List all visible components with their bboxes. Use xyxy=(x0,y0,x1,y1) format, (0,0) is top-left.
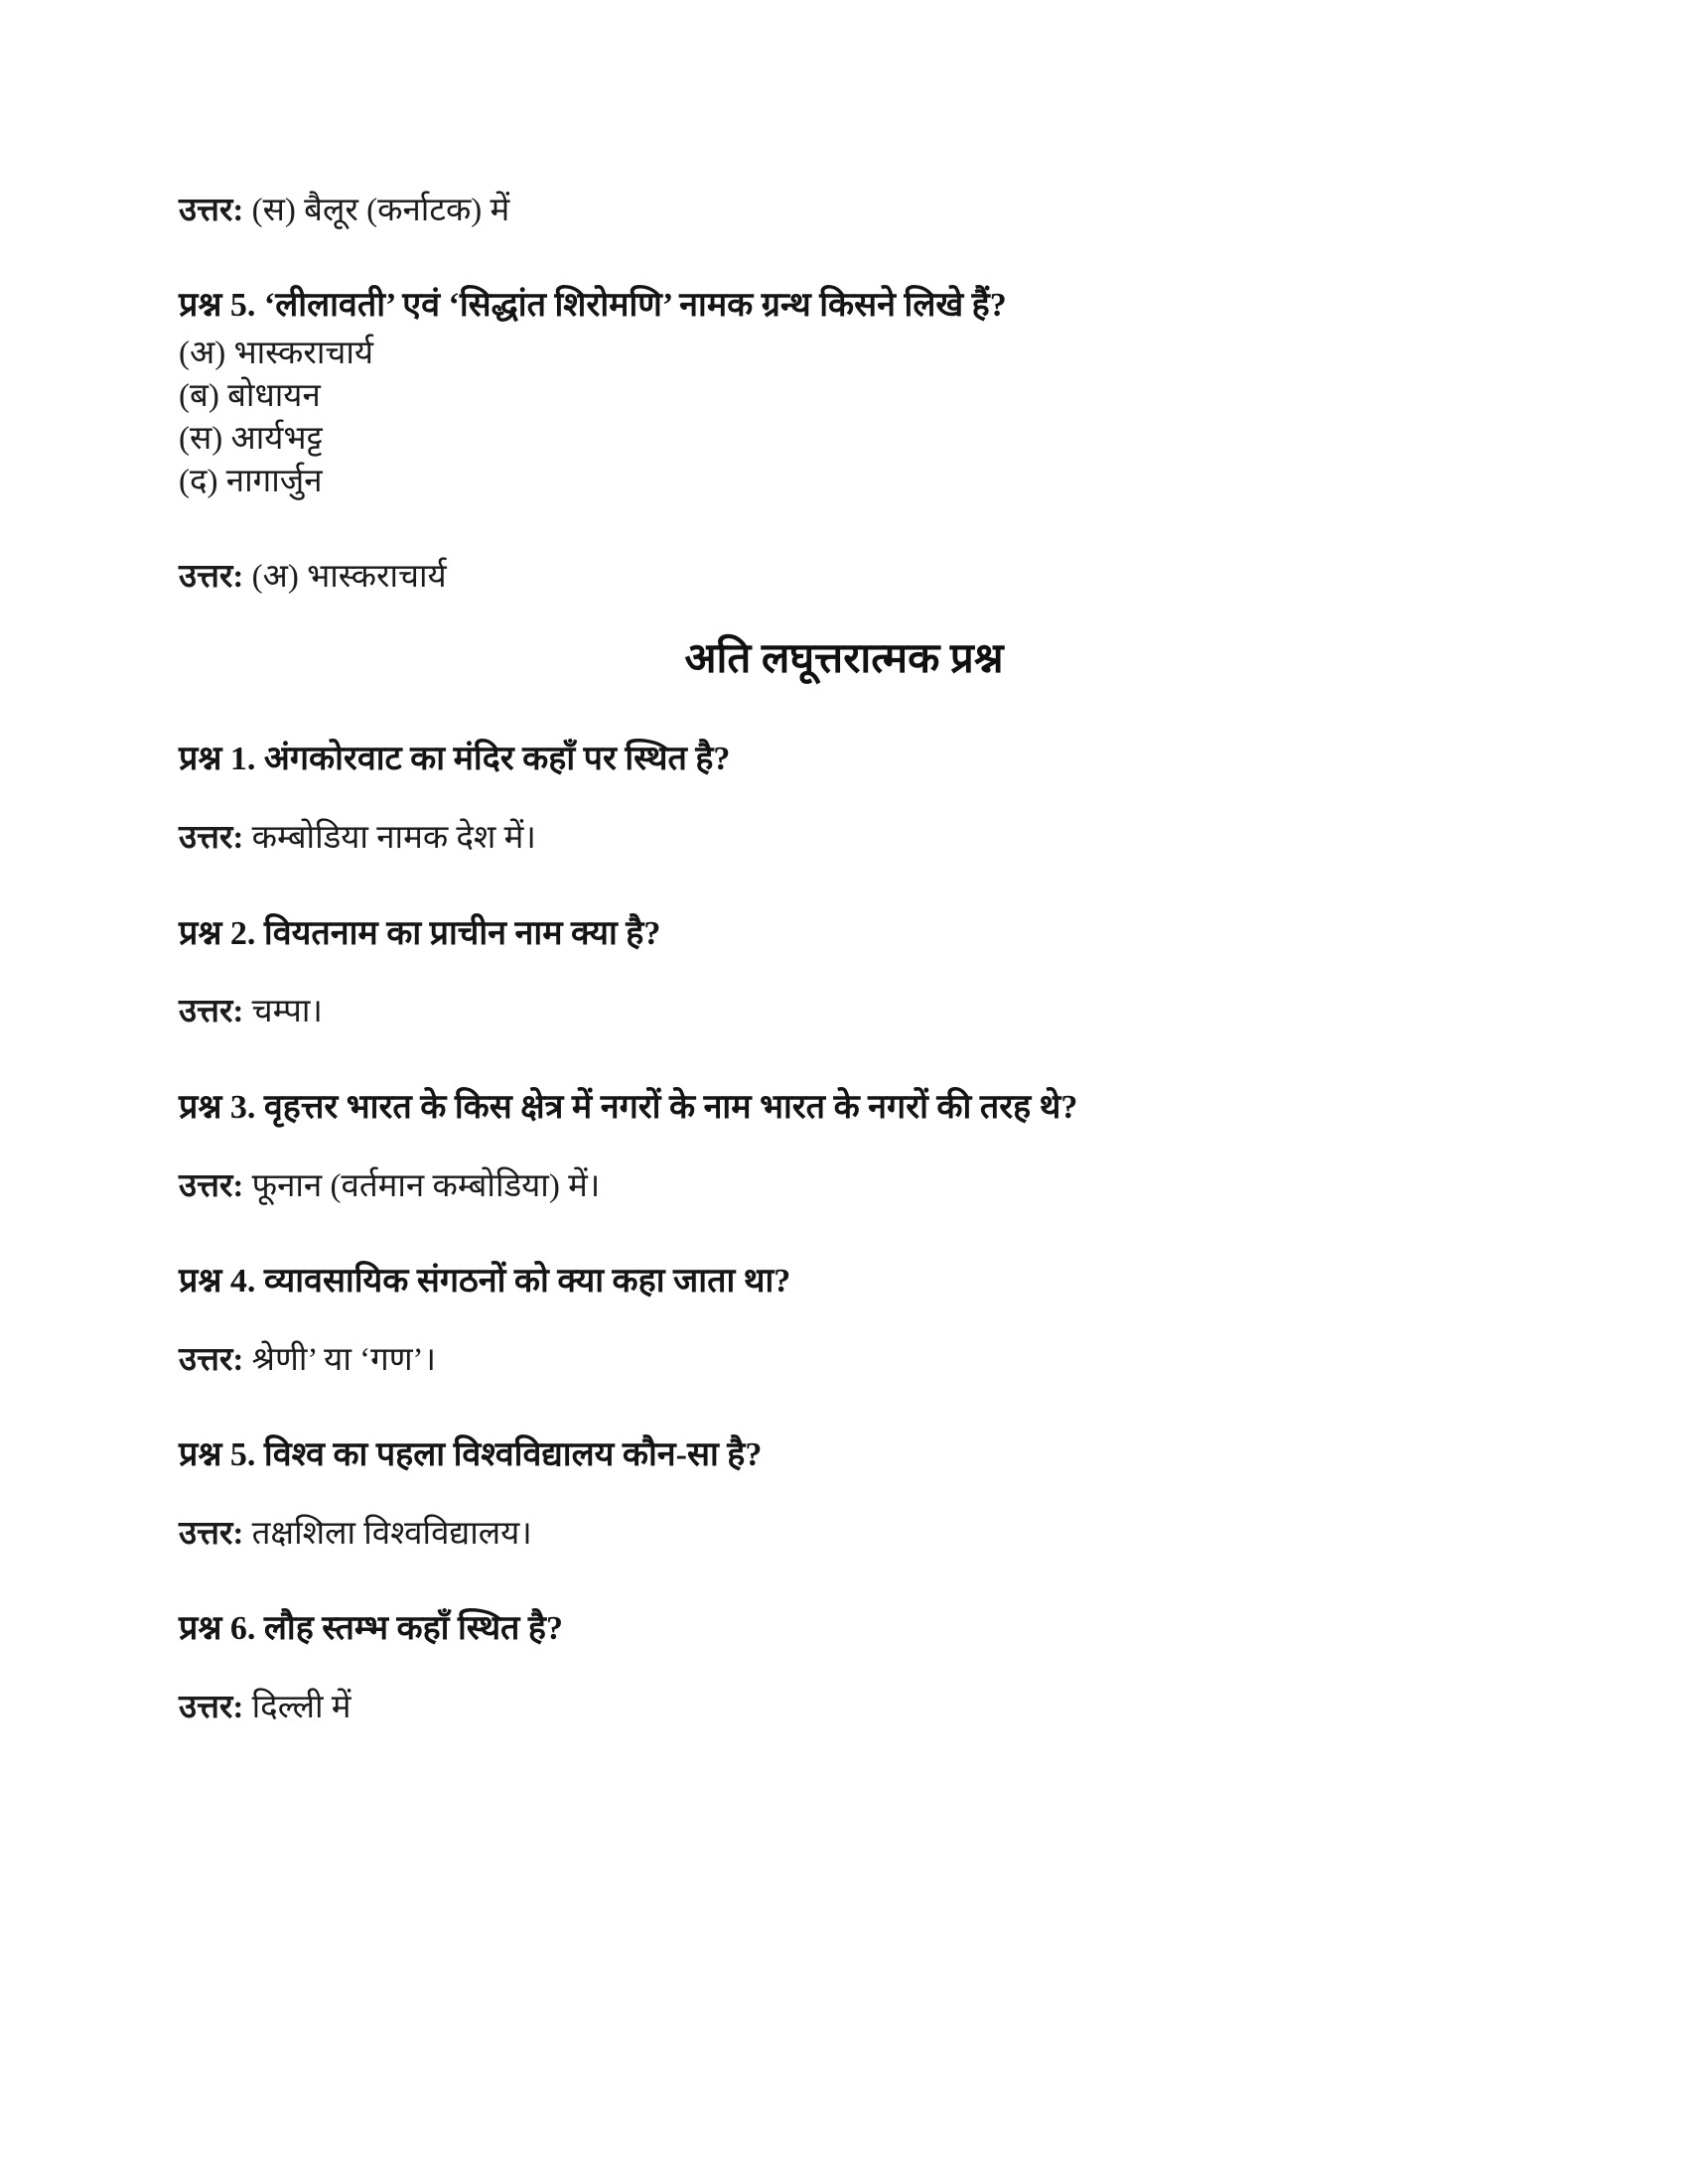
question-text: प्रश्न 5. विश्व का पहला विश्वविद्यालय कौन-सा है? xyxy=(179,1435,763,1473)
mcq-option: (ब) बोधायन xyxy=(179,377,321,414)
answer-text: फूनान (वर्तमान कम्बोडिया) में। xyxy=(243,1167,601,1204)
question-text: प्रश्न 1. अंगकोरवाट का मंदिर कहाँ पर स्थित है? xyxy=(179,741,731,778)
answer-label: उत्तर: xyxy=(179,1515,244,1552)
spacer xyxy=(179,1208,1509,1260)
mcq-answer xyxy=(179,555,1509,599)
mcq-options xyxy=(179,333,1509,503)
answer-label: उत्तर: xyxy=(179,820,244,857)
qa-item xyxy=(179,1607,1509,1729)
top-answer xyxy=(179,189,1509,232)
answer-text: चम्पा। xyxy=(243,994,323,1030)
answer-text: कम्बोडिया नामक देश में। xyxy=(243,820,536,857)
answer-label: उत्तर: xyxy=(179,558,244,595)
answer xyxy=(179,1686,1509,1729)
spacer xyxy=(179,686,1509,738)
answer xyxy=(179,990,1509,1033)
spacer xyxy=(179,1652,1509,1686)
answer-label: उत्तर: xyxy=(179,1341,244,1378)
answer-text: (स) बैलूर (कर्नाटक) में xyxy=(243,193,510,228)
mcq-option: (अ) भास्कराचार्य xyxy=(179,336,374,372)
mcq-option: (द) नागार्जुन xyxy=(179,463,323,499)
answer xyxy=(179,1338,1509,1382)
mcq-question: प्रश्न 5. ‘लीलावती’ एवं ‘सिद्धांत शिरोमणि’ नामक ग्रन्थ किसने लिखे हैं? xyxy=(179,287,1007,325)
question-text: प्रश्न 2. वियतनाम का प्राचीन नाम क्या है? xyxy=(179,914,661,952)
answer xyxy=(179,1512,1509,1556)
answer-text: श्रेणी’ या ‘गण’। xyxy=(243,1341,437,1378)
qa-item xyxy=(179,1260,1509,1382)
spacer xyxy=(179,1478,1509,1512)
question-text: प्रश्न 6. लौह स्तम्भ कहाँ स्थित है? xyxy=(179,1609,563,1647)
answer-text: (अ) भास्कराचार्य xyxy=(243,558,447,595)
question-text: प्रश्न 4. व्यावसायिक संगठनों को क्या कहा जाता था? xyxy=(179,1262,791,1299)
answer xyxy=(179,816,1509,860)
answer-text: तक्षशिला विश्वविद्यालय। xyxy=(243,1515,532,1552)
answer xyxy=(179,1164,1509,1208)
spacer xyxy=(179,861,1509,912)
answer-label: उत्तर: xyxy=(179,1689,244,1725)
spacer xyxy=(179,1382,1509,1433)
spacer xyxy=(179,1304,1509,1338)
mcq-option: (स) आर्यभट्ट xyxy=(179,420,323,457)
spacer xyxy=(179,1034,1509,1086)
spacer xyxy=(179,503,1509,555)
spacer xyxy=(179,956,1509,990)
spacer xyxy=(179,1131,1509,1164)
answer-label: उत्तर: xyxy=(179,994,244,1030)
answer-label: उत्तर: xyxy=(179,193,244,228)
qa-item xyxy=(179,1433,1509,1556)
answer-label: उत्तर: xyxy=(179,1167,244,1204)
spacer xyxy=(179,232,1509,284)
answer-text: दिल्ली में xyxy=(243,1689,352,1725)
spacer xyxy=(179,782,1509,816)
spacer xyxy=(179,599,1509,632)
spacer xyxy=(179,1556,1509,1607)
qa-item xyxy=(179,738,1509,860)
section-heading: अति लघूत्तरात्मक प्रश्न xyxy=(684,635,1004,682)
qa-item xyxy=(179,1086,1509,1208)
question-text: प्रश्न 3. वृहत्तर भारत के किस क्षेत्र में नगरों के नाम भारत के नगरों की तरह थे? xyxy=(179,1088,1078,1126)
qa-item xyxy=(179,912,1509,1034)
